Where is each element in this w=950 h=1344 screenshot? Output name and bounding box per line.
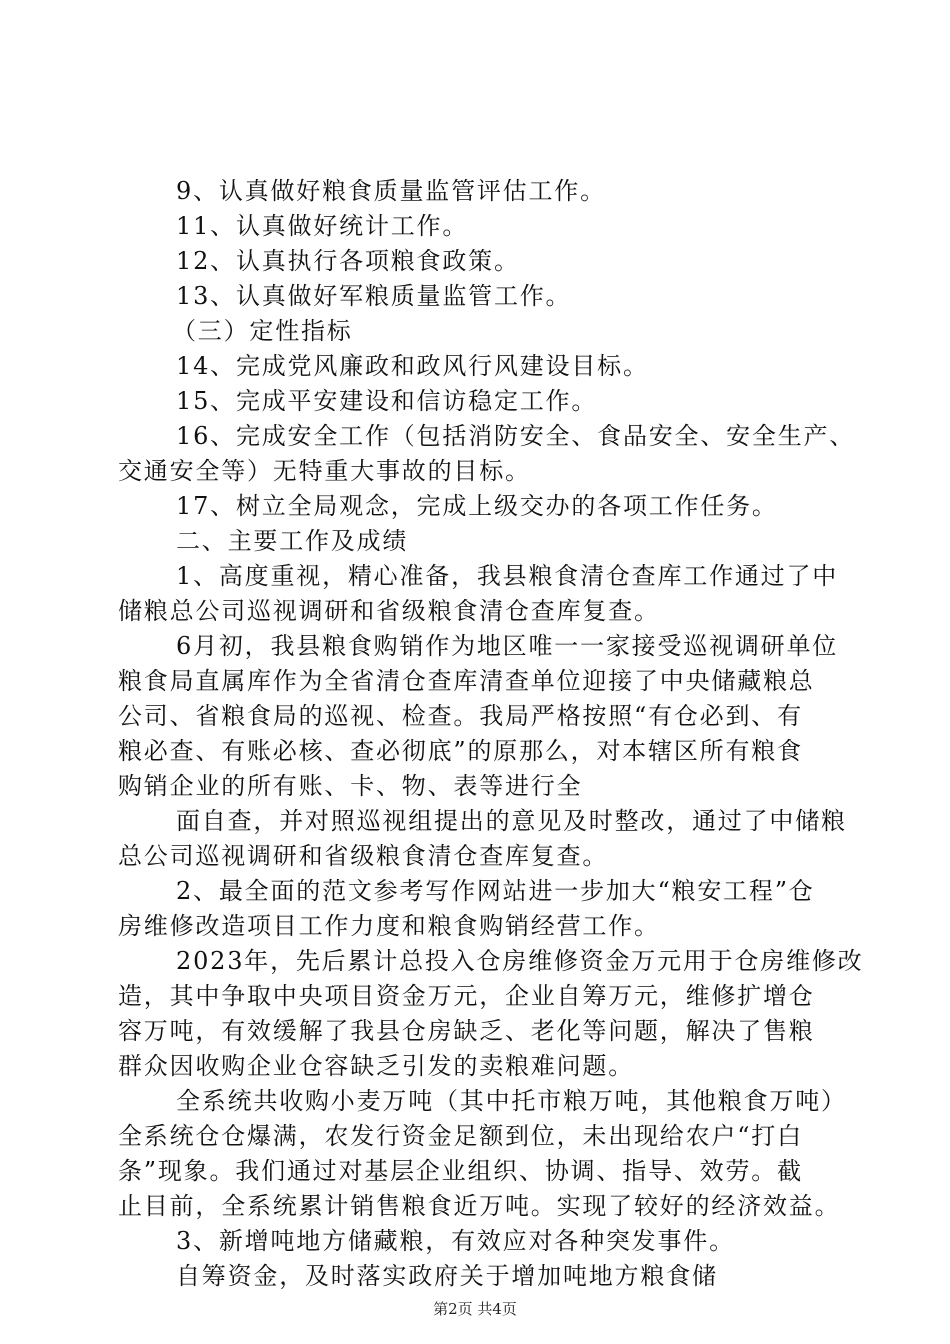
section-heading: （三）定性指标 — [172, 317, 353, 345]
text-line: 全系统共收购小麦万吨（其中托市粮万吨，其他粮食万吨） — [176, 1087, 847, 1115]
text-line: 粮食局直属库作为全省清仓查库清查单位迎接了中央储藏粮总 — [118, 667, 815, 695]
text-line: 房维修改造项目工作力度和粮食购销经营工作。 — [118, 912, 660, 940]
text-line: 自筹资金，及时落实政府关于增加吨地方粮食储 — [176, 1262, 718, 1290]
text-line: 总公司巡视调研和省级粮食清仓查库复查。 — [118, 842, 609, 870]
text-line: 11、认真做好统计工作。 — [176, 212, 469, 240]
text-line: 全系统仓仓爆满，农发行资金足额到位，未出现给农户“打白 — [118, 1122, 803, 1150]
page-indicator: 第2页 共4页 — [433, 1300, 517, 1318]
text-line: 12、认真执行各项粮食政策。 — [176, 247, 520, 275]
text-line: 公司、省粮食局的巡视、检查。我局严格按照“有仓必到、有 — [118, 702, 803, 730]
text-line: 2023年，先后累计总投入仓房维修资金万元用于仓房维修改 — [176, 947, 864, 975]
section-heading: 二、主要工作及成绩 — [176, 527, 409, 555]
text-line: 群众因收购企业仓容缺乏引发的卖粮难问题。 — [118, 1052, 634, 1080]
text-line: 交通安全等）无特重大事故的目标。 — [118, 457, 531, 485]
text-line: 容万吨，有效缓解了我县仓房缺乏、老化等问题，解决了售粮 — [118, 1017, 815, 1045]
text-line: 14、完成党风廉政和政风行风建设目标。 — [176, 352, 649, 380]
text-line: 2、最全面的范文参考写作网站进一步加大“粮安工程”仓 — [176, 877, 815, 905]
text-line: 止目前，全系统累计销售粮食近万吨。实现了较好的经济效益。 — [118, 1192, 841, 1220]
text-line: 15、完成平安建设和信访稳定工作。 — [176, 387, 598, 415]
text-line: 1、高度重视，精心准备，我县粮食清仓查库工作通过了中 — [176, 562, 839, 590]
text-line: 3、新增吨地方储藏粮，有效应对各种突发事件。 — [176, 1227, 735, 1255]
text-line: 6月初，我县粮食购销作为地区唯一一家接受巡视调研单位 — [176, 632, 839, 660]
text-line: 13、认真做好军粮质量监管工作。 — [176, 282, 572, 310]
text-line: 16、完成安全工作（包括消防安全、食品安全、安全生产、 — [176, 422, 856, 450]
text-line: 购销企业的所有账、卡、物、表等进行全 — [118, 772, 583, 800]
text-line: 面自查，并对照巡视组提出的意见及时整改，通过了中储粮 — [176, 807, 847, 835]
page-footer — [0, 1299, 950, 1319]
text-line: 粮必查、有账必核、查必彻底”的原那么，对本辖区所有粮食 — [118, 737, 803, 765]
text-line: 条”现象。我们通过对基层企业组织、协调、指导、效劳。截 — [118, 1157, 803, 1185]
text-line: 储粮总公司巡视调研和省级粮食清仓查库复查。 — [118, 597, 660, 625]
text-line: 9、认真做好粮食质量监管评估工作。 — [176, 177, 606, 205]
text-line: 17、树立全局观念，完成上级交办的各项工作任务。 — [176, 492, 778, 520]
text-line: 造，其中争取中央项目资金万元，企业自筹万元，维修扩增仓 — [118, 982, 815, 1010]
